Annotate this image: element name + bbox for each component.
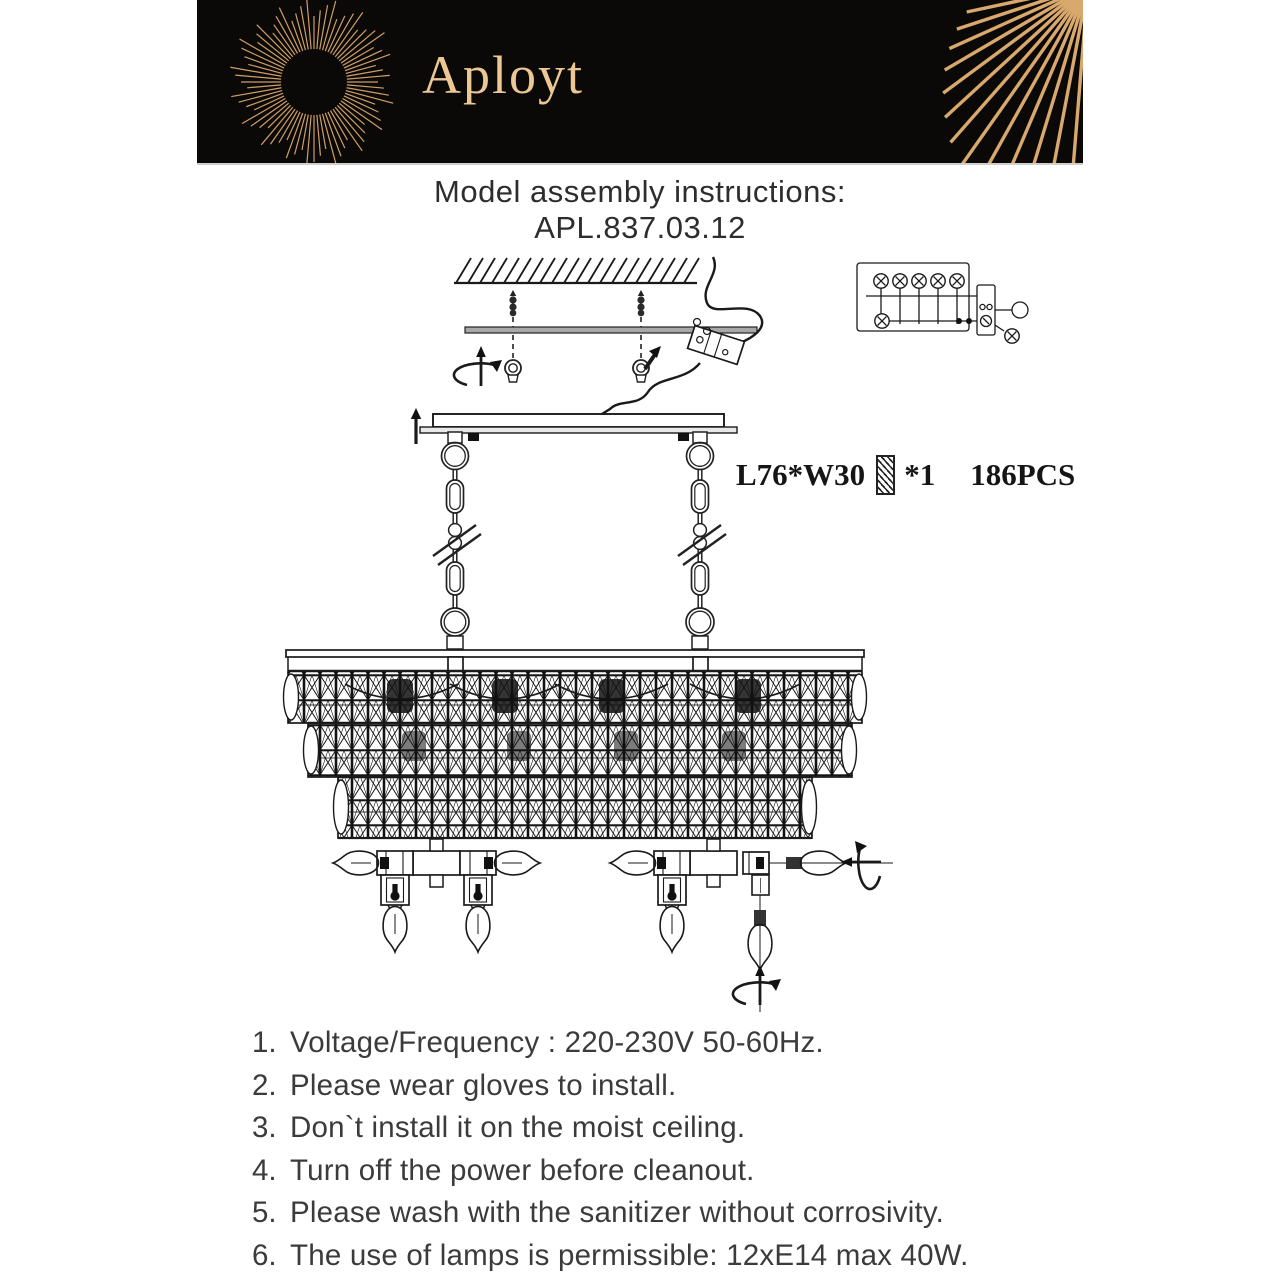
item-number: 4. xyxy=(252,1153,277,1187)
instruction-item xyxy=(252,1150,1062,1193)
spec-dimensions: L76*W30 xyxy=(736,457,866,492)
chain-right xyxy=(678,432,726,649)
instruction-item xyxy=(252,1107,1062,1150)
brand-name: Aployt xyxy=(422,45,585,105)
chain-left xyxy=(433,432,481,649)
rotation-arrow-icon xyxy=(454,346,502,386)
item-number: 1. xyxy=(252,1026,277,1059)
spec-pieces: 186PCS xyxy=(970,457,1076,492)
item-number: 6. xyxy=(252,1238,277,1272)
item-text: Please wash with the sanitizer without corrosivity. xyxy=(290,1196,944,1230)
instruction-item xyxy=(252,1065,1062,1108)
item-number: 2. xyxy=(252,1068,277,1102)
item-text: The use of lamps is permissible: 12xE14 max 40W. xyxy=(290,1238,969,1272)
canopy-plate xyxy=(420,414,737,441)
item-number: 3. xyxy=(252,1111,277,1145)
chandelier-body xyxy=(284,650,867,838)
lift-arrow-icon xyxy=(411,408,421,444)
item-number: 5. xyxy=(252,1196,277,1230)
item-text: Voltage/Frequency : 220-230V 50-60Hz. xyxy=(290,1026,824,1059)
instruction-item xyxy=(252,1192,1062,1235)
spec-quantity: *1 xyxy=(904,457,936,492)
model-number: APL.837.03.12 xyxy=(534,210,746,245)
instruction-item xyxy=(252,1022,1062,1065)
item-text: Turn off the power before cleanout. xyxy=(290,1153,755,1187)
instruction-item xyxy=(252,1235,1062,1278)
page-title: Model assembly instructions: xyxy=(434,174,846,209)
ceiling-hatch xyxy=(454,258,699,283)
item-text: Please wear gloves to install. xyxy=(290,1068,677,1102)
wiring-diagram xyxy=(857,263,1028,343)
lamp-detail-left xyxy=(333,839,540,952)
lamp-detail-right xyxy=(610,839,893,1012)
anchor-screw-left xyxy=(505,290,521,382)
item-text: Don`t install it on the moist ceiling. xyxy=(290,1111,746,1145)
instructions-list xyxy=(252,1022,1062,1278)
